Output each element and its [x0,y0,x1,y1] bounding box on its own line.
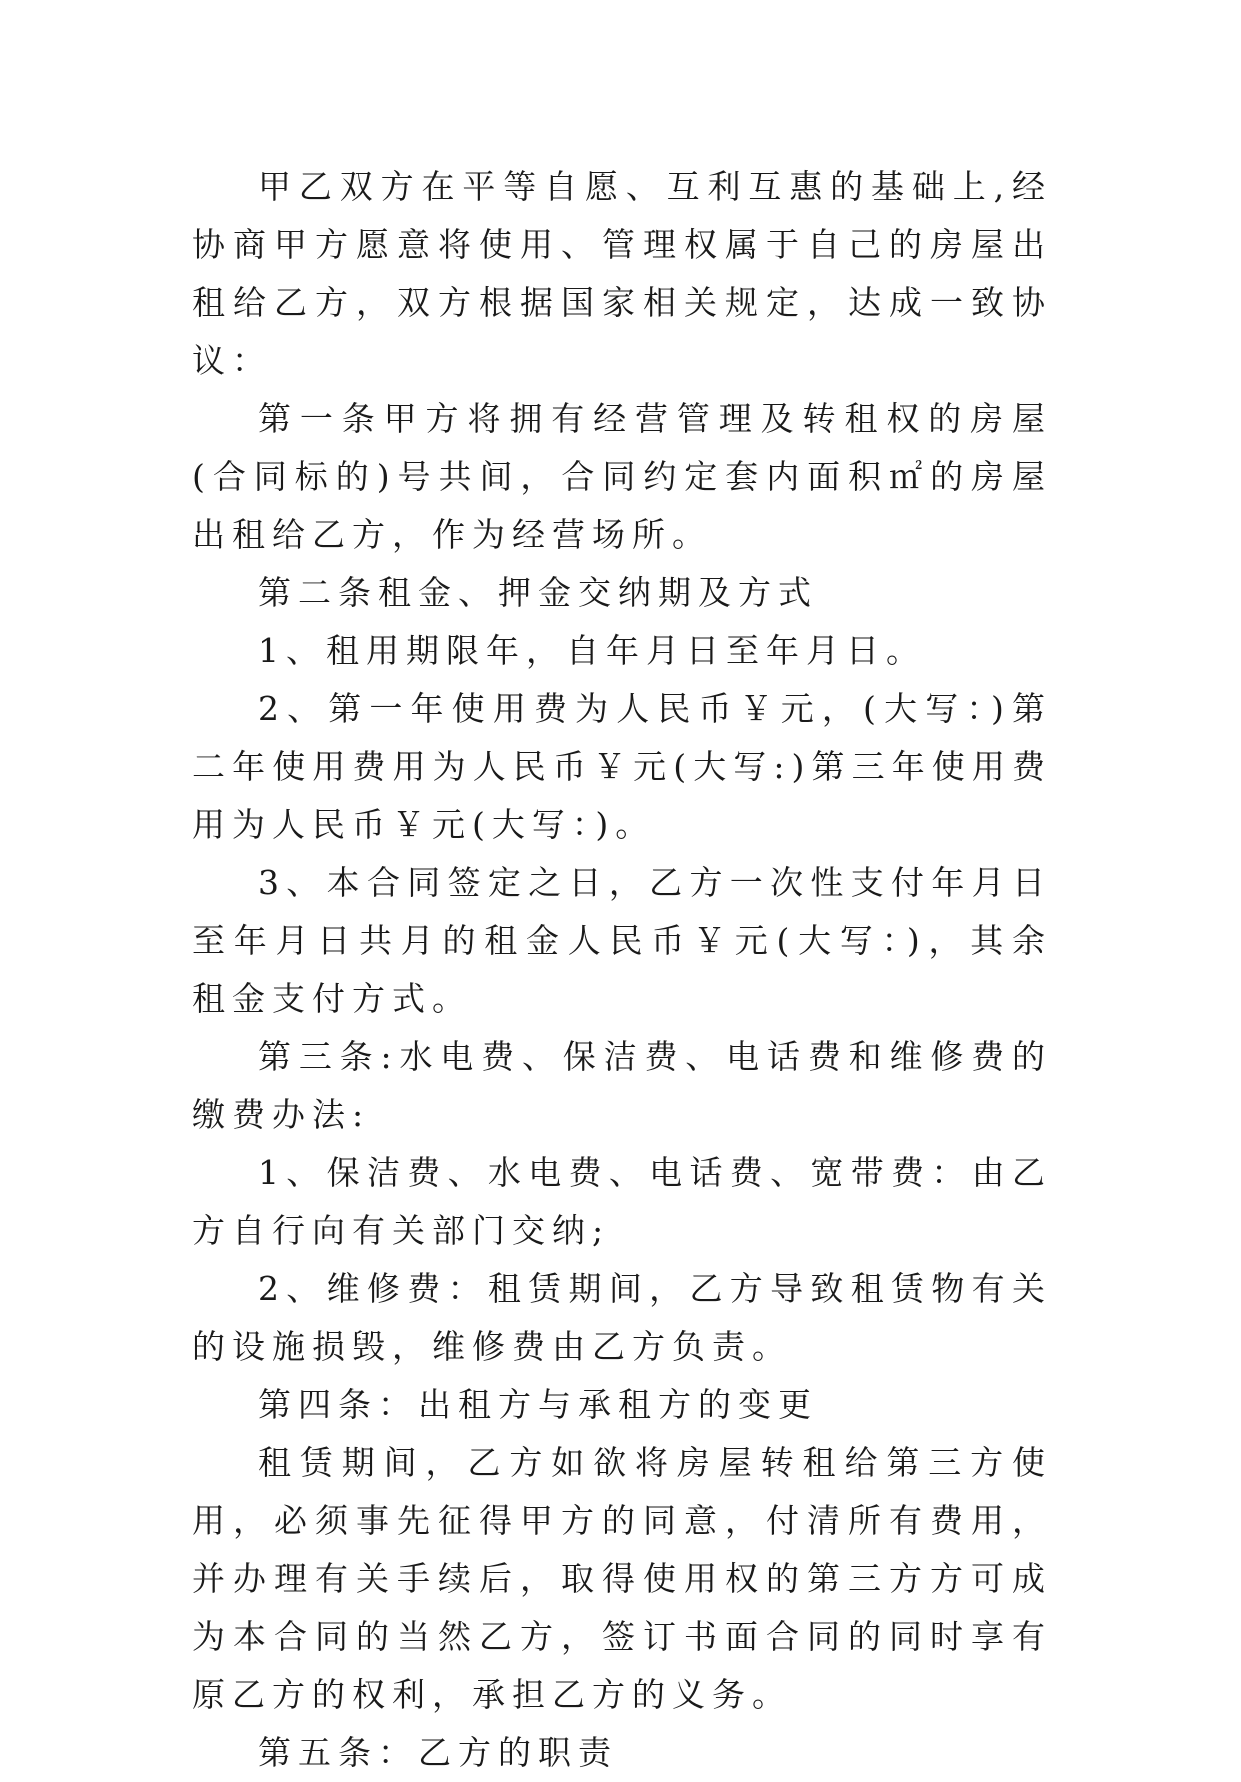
paragraph-article-2-item-3: 3、本合同签定之日，乙方一次性支付年月日至年月日共月的租金人民币￥元(大写：)，其余租金支付方式。 [192,863,1052,1018]
document-body [192,158,1052,1782]
paragraph-article-2-item-2: 2、第一年使用费为人民币￥元，(大写：)第二年使用费用为人民币￥元(大写:)第三年使用费用为人民币￥元(大写：)。 [192,689,1052,844]
heading-article-4: 第四条：出租方与承租方的变更 [258,1385,818,1424]
paragraph-article-1: 第一条甲方将拥有经营管理及转租权的房屋(合同标的)号共间，合同约定套内面积㎡的房屋出租给乙方，作为经营场所。 [192,399,1052,554]
paragraph-article-2-item-1: 1、租用期限年，自年月日至年月日。 [258,631,926,670]
paragraph-article-4-body: 租赁期间，乙方如欲将房屋转租给第三方使用，必须事先征得甲方的同意，付清所有费用，并办理有关手续后，取得使用权的第三方方可成为本合同的当然乙方，签订书面合同的同时享有原乙方的权利，承担乙方的义务。 [192,1443,1052,1714]
paragraph-intro: 甲乙双方在平等自愿、互利互惠的基础上,经协商甲方愿意将使用、管理权属于自己的房屋出租给乙方，双方根据国家相关规定，达成一致协议： [192,167,1052,380]
heading-article-5: 第五条：乙方的职责 [258,1733,618,1772]
heading-article-2: 第二条租金、押金交纳期及方式 [258,573,818,612]
paragraph-article-3-item-2: 2、维修费：租赁期间，乙方导致租赁物有关的设施损毁，维修费由乙方负责。 [192,1269,1052,1366]
paragraph-article-3-item-1: 1、保洁费、水电费、电话费、宽带费：由乙方自行向有关部门交纳; [192,1153,1052,1250]
heading-article-3: 第三条:水电费、保洁费、电话费和维修费的缴费办法: [192,1037,1052,1134]
